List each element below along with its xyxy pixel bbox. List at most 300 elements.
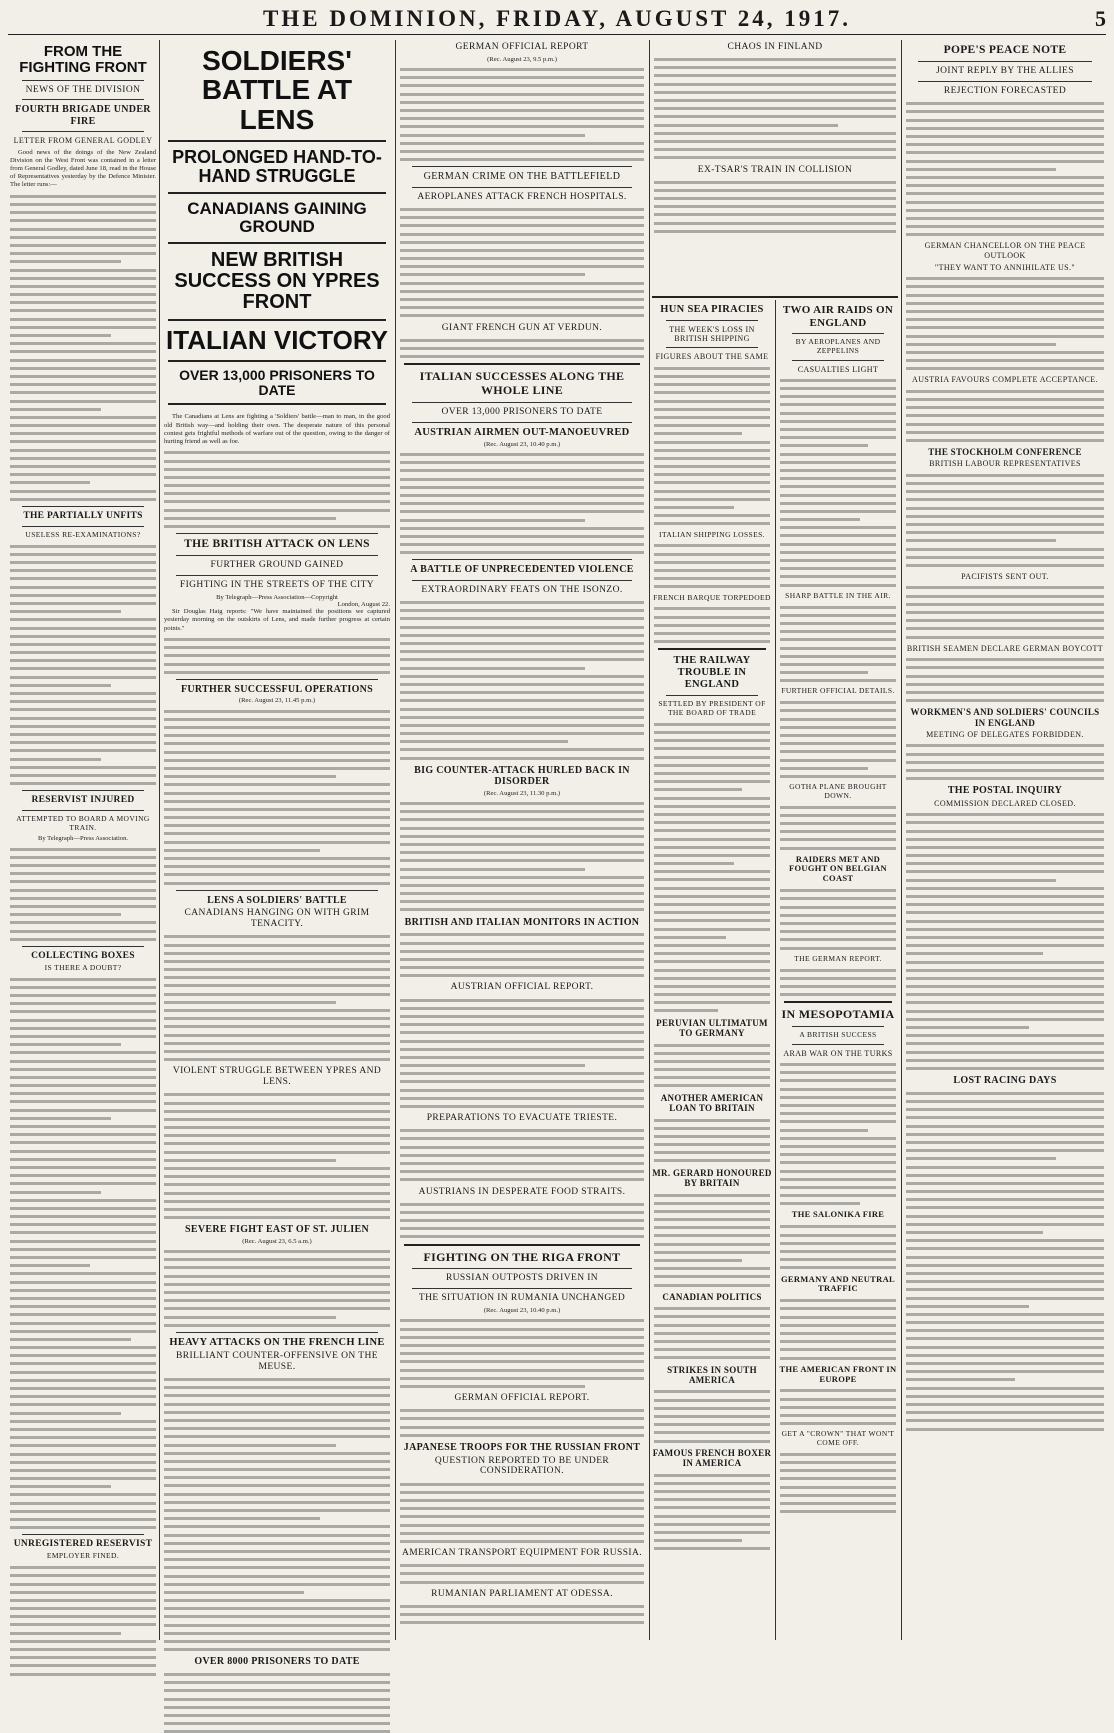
text-line <box>654 919 770 922</box>
headline: UNREGISTERED RESERVIST <box>13 1539 153 1550</box>
subheadline: FOURTH BRIGADE UNDER FIRE <box>15 104 151 127</box>
text-line <box>164 500 390 503</box>
text-line <box>400 1154 644 1157</box>
text-line <box>164 1444 336 1447</box>
text-line <box>164 525 390 528</box>
text-line <box>400 1499 644 1502</box>
text-line <box>906 233 1104 236</box>
text-line <box>164 882 390 885</box>
text-line <box>654 870 770 873</box>
text-line <box>906 1174 1104 1177</box>
text-line <box>906 1337 1104 1340</box>
text-line <box>780 559 896 562</box>
text-line <box>654 1324 770 1327</box>
text-line <box>10 1453 156 1456</box>
text-line <box>164 824 390 827</box>
text-line <box>10 1125 156 1128</box>
text-line <box>780 1234 896 1237</box>
text-line <box>400 76 644 79</box>
text-line <box>10 774 156 777</box>
headline: THE STOCKHOLM CONFERENCE <box>928 447 1082 458</box>
text-line <box>400 306 644 309</box>
text-line <box>654 1440 770 1443</box>
text-line <box>10 1607 156 1610</box>
text-line <box>780 814 896 817</box>
headline: THE BRITISH ATTACK ON LENS <box>184 538 370 551</box>
text-line <box>906 351 1104 354</box>
text-line <box>10 1583 156 1586</box>
text-line <box>906 761 1104 764</box>
text-line <box>164 484 390 487</box>
article-body <box>906 813 1104 1070</box>
text-line <box>164 1175 390 1178</box>
text-line <box>654 91 896 94</box>
text-line <box>780 1340 896 1343</box>
text-line <box>164 808 390 811</box>
text-line <box>906 1231 1043 1234</box>
headline: THE SALONIKA FIRE <box>791 1209 885 1220</box>
text-line <box>164 476 390 479</box>
text-line <box>780 767 868 770</box>
text-line <box>10 1264 90 1267</box>
text-line <box>10 1518 156 1521</box>
text-line <box>906 683 1104 686</box>
received-time: (Rec. August 23, 11.30 p.m.) <box>483 789 561 797</box>
text-line <box>10 872 156 875</box>
text-line <box>10 1485 111 1488</box>
text-line <box>400 527 644 530</box>
text-line <box>654 585 770 588</box>
text-line <box>400 1572 644 1575</box>
article-body <box>906 586 1104 638</box>
text-line <box>906 548 1104 551</box>
text-line <box>10 1338 131 1341</box>
text-line <box>654 408 770 411</box>
text-line <box>164 1266 390 1269</box>
subheadline: USELESS RE-EXAMINATIONS? <box>25 529 141 539</box>
text-line <box>654 797 770 800</box>
text-line <box>400 93 644 96</box>
text-line <box>400 109 644 112</box>
text-line <box>780 759 896 762</box>
text-line <box>780 469 896 472</box>
text-line <box>400 117 644 120</box>
text-line <box>400 1048 644 1051</box>
text-line <box>906 119 1104 122</box>
headline-deck: ITALIAN VICTORY <box>166 324 388 355</box>
subheadline: GOTHA PLANE BROUGHT DOWN. <box>789 782 887 800</box>
subheadline: EX-TSAR'S TRAIN IN COLLISION <box>697 164 853 175</box>
text-line <box>164 718 390 721</box>
text-line <box>654 624 770 627</box>
text-line <box>906 209 1104 212</box>
text-line <box>400 708 644 711</box>
text-line <box>654 723 770 726</box>
text-line <box>654 895 770 898</box>
text-line <box>906 619 1104 622</box>
text-line <box>400 1507 644 1510</box>
article-body <box>400 933 644 977</box>
text-line <box>10 1297 156 1300</box>
text-line <box>10 782 156 785</box>
headline: A BATTLE OF UNPRECEDENTED VIOLENCE <box>410 564 634 576</box>
text-line <box>654 148 896 151</box>
text-line <box>164 1476 390 1479</box>
text-line <box>780 947 896 950</box>
text-line <box>10 1477 156 1480</box>
text-line <box>10 905 156 908</box>
text-line <box>906 1223 1104 1226</box>
text-line <box>780 1202 860 1205</box>
text-line <box>10 1461 156 1464</box>
text-line <box>906 1215 1104 1218</box>
text-line <box>654 1498 770 1501</box>
text-line <box>654 1052 770 1055</box>
text-line <box>164 759 390 762</box>
text-line <box>164 1050 390 1053</box>
text-line <box>654 1251 770 1254</box>
text-line <box>400 1532 644 1535</box>
text-line <box>906 343 1056 346</box>
text-line <box>906 769 1104 772</box>
text-line <box>780 1088 896 1091</box>
text-line <box>780 889 896 892</box>
article-body <box>654 1307 770 1359</box>
headline: FIGHTING ON THE RIGA FRONT <box>423 1249 621 1264</box>
text-line <box>164 726 390 729</box>
text-line <box>164 1208 390 1211</box>
text-line <box>400 974 644 977</box>
headline: THE AMERICAN FRONT IN EUROPE <box>779 1363 897 1384</box>
text-line <box>164 1452 390 1455</box>
article-body <box>780 806 896 850</box>
text-line <box>906 1092 1104 1095</box>
text-line <box>400 1146 644 1149</box>
text-line <box>654 1482 770 1485</box>
text-line <box>10 986 156 989</box>
text-line <box>10 1272 156 1275</box>
article-body <box>654 1044 770 1088</box>
text-line <box>906 1198 1104 1201</box>
text-line <box>10 1313 156 1316</box>
text-line <box>10 465 156 468</box>
text-line <box>10 889 156 892</box>
text-line <box>164 1615 390 1618</box>
text-line <box>906 627 1104 630</box>
text-line <box>780 1145 896 1148</box>
text-line <box>164 832 390 835</box>
text-line <box>400 1235 644 1238</box>
text-line <box>906 439 1104 442</box>
article-body <box>780 969 896 997</box>
text-line <box>400 933 644 936</box>
subheadline: GERMAN CHANCELLOR ON THE PEACE OUTLOOK <box>924 241 1086 260</box>
text-line <box>780 969 896 972</box>
text-line <box>164 984 390 987</box>
text-line <box>400 1097 644 1100</box>
text-line <box>654 1202 770 1205</box>
article-body <box>654 181 896 233</box>
text-line <box>164 1042 390 1045</box>
text-line <box>10 1150 156 1153</box>
text-line <box>164 873 390 876</box>
text-line <box>654 197 896 200</box>
text-line <box>164 1419 390 1422</box>
article-body <box>400 601 644 760</box>
masthead <box>8 4 1106 35</box>
text-line <box>164 944 390 947</box>
text-line <box>10 481 90 484</box>
text-line <box>10 1420 156 1423</box>
subheadline: BRILLIANT COUNTER-OFFENSIVE ON THE MEUSE. <box>176 1350 378 1372</box>
headline: LENS A SOLDIERS' BATTLE <box>207 894 347 906</box>
text-line <box>10 1256 156 1259</box>
text-line <box>654 1515 770 1518</box>
text-line <box>654 747 770 750</box>
subheadline: AUSTRIAN OFFICIAL REPORT. <box>450 982 594 993</box>
text-line <box>10 1060 156 1063</box>
text-line <box>906 920 1104 923</box>
text-line <box>906 887 1104 890</box>
text-line <box>654 1210 770 1213</box>
text-line <box>10 1354 156 1357</box>
text-line <box>10 1362 156 1365</box>
article-body <box>10 978 156 1530</box>
text-line <box>906 838 1104 841</box>
column-4a <box>652 300 772 1640</box>
text-line <box>164 775 336 778</box>
subheadline: GERMAN OFFICIAL REPORT <box>455 42 589 52</box>
text-line <box>400 617 644 620</box>
subheadline: GIANT FRENCH GUN AT VERDUN. <box>441 322 603 333</box>
text-line <box>654 1234 770 1237</box>
text-line <box>654 205 896 208</box>
text-line <box>400 551 644 554</box>
text-line <box>654 66 896 69</box>
text-line <box>906 523 1104 526</box>
text-line <box>164 1534 390 1537</box>
text-line <box>906 1378 1015 1381</box>
text-line <box>10 228 156 231</box>
text-line <box>780 567 896 570</box>
text-line <box>906 1370 1104 1373</box>
text-line <box>400 667 585 670</box>
text-line <box>10 203 156 206</box>
text-line <box>780 993 896 996</box>
text-line <box>400 1515 644 1518</box>
text-line <box>10 978 156 981</box>
text-line <box>654 506 734 509</box>
text-line <box>400 1621 644 1624</box>
text-line <box>654 1159 770 1162</box>
text-line <box>400 818 644 821</box>
text-line <box>400 519 585 522</box>
article-body <box>780 379 896 587</box>
text-line <box>906 1108 1104 1111</box>
text-line <box>10 1068 156 1071</box>
text-line <box>10 449 156 452</box>
text-line <box>10 1248 156 1251</box>
text-line <box>906 310 1104 313</box>
text-line <box>164 1159 336 1162</box>
text-line <box>654 367 770 370</box>
text-line <box>654 903 770 906</box>
text-line <box>400 125 644 128</box>
text-line <box>10 1141 156 1144</box>
text-line <box>654 993 770 996</box>
text-line <box>10 1182 156 1185</box>
text-line <box>654 58 896 61</box>
text-line <box>906 985 1104 988</box>
text-line <box>780 750 896 753</box>
text-line <box>10 684 111 687</box>
text-line <box>164 646 390 649</box>
text-line <box>400 1524 644 1527</box>
article-body <box>654 607 770 643</box>
text-line <box>906 611 1104 614</box>
text-line <box>400 810 644 813</box>
text-line <box>780 1161 896 1164</box>
subheadline: THE WEEK'S LOSS IN BRITISH SHIPPING <box>669 325 755 344</box>
subheadline: EMPLOYER FINED. <box>46 1551 120 1561</box>
text-line <box>400 282 644 285</box>
text-line <box>906 1305 1029 1308</box>
byline: By Telegraph—Press Association—Copyright <box>216 594 338 602</box>
article-body <box>654 1194 770 1287</box>
text-line <box>654 1284 770 1287</box>
headline: TWO AIR RAIDS ON ENGLAND <box>782 304 894 329</box>
text-line <box>654 1135 770 1138</box>
text-line <box>400 835 644 838</box>
text-line <box>10 375 156 378</box>
text-line <box>780 1194 896 1197</box>
text-line <box>780 726 896 729</box>
text-line <box>164 1142 390 1145</box>
text-line <box>780 494 896 497</box>
text-line <box>164 1291 390 1294</box>
text-line <box>654 1060 770 1063</box>
text-line <box>10 635 156 638</box>
text-line <box>780 461 896 464</box>
text-line <box>10 1084 156 1087</box>
text-line <box>10 432 156 435</box>
text-line <box>10 1387 156 1390</box>
text-line <box>10 383 156 386</box>
text-line <box>654 731 770 734</box>
text-line <box>400 1434 644 1437</box>
subheadline: COMMISSION DECLARED CLOSED. <box>934 798 1076 808</box>
text-line <box>906 1419 1104 1422</box>
text-line <box>906 1329 1104 1332</box>
text-line <box>164 1378 390 1381</box>
subheadline: "THEY WANT TO ANNIHILATE US." <box>934 262 1076 272</box>
text-line <box>400 142 644 145</box>
text-line <box>10 897 156 900</box>
text-line <box>10 1444 156 1447</box>
text-line <box>654 952 770 955</box>
text-line <box>906 1001 1104 1004</box>
text-line <box>164 671 390 674</box>
text-line <box>906 335 1104 338</box>
text-line <box>164 1689 390 1692</box>
text-line <box>906 414 1104 417</box>
text-line <box>400 273 585 276</box>
text-line <box>654 1044 770 1047</box>
text-line <box>164 1681 390 1684</box>
text-line <box>10 1305 156 1308</box>
subheadline: BRITISH SEAMEN DECLARE GERMAN BOYCOTT <box>906 643 1104 653</box>
article-body <box>400 1409 644 1437</box>
text-line <box>400 1605 644 1608</box>
text-line <box>164 1134 390 1137</box>
text-line <box>780 428 896 431</box>
article-body <box>164 638 390 674</box>
headline: HUN SEA PIRACIES <box>660 304 764 315</box>
text-line <box>164 993 390 996</box>
text-line <box>906 744 1104 747</box>
text-line <box>654 498 770 501</box>
text-line <box>400 1227 644 1230</box>
text-line <box>164 1575 390 1578</box>
column-2 <box>162 40 392 1668</box>
text-line <box>164 1517 320 1520</box>
text-line <box>164 1151 390 1154</box>
text-line <box>654 1399 770 1402</box>
text-line <box>164 1525 390 1528</box>
text-line <box>780 575 896 578</box>
text-line <box>906 586 1104 589</box>
text-line <box>10 717 156 720</box>
text-line <box>164 742 390 745</box>
text-line <box>400 1377 644 1380</box>
text-line <box>780 806 896 809</box>
subheadline: GERMAN OFFICIAL REPORT. <box>454 1393 590 1404</box>
text-line <box>654 969 770 972</box>
text-line <box>400 1031 644 1034</box>
text-line <box>906 1067 1104 1070</box>
text-line <box>654 1001 770 1004</box>
text-line <box>780 543 896 546</box>
text-line <box>10 618 156 621</box>
text-line <box>10 1591 156 1594</box>
text-line <box>780 938 896 941</box>
text-line <box>654 640 770 643</box>
text-line <box>654 1307 770 1310</box>
subheadline: RUSSIAN OUTPOSTS DRIVEN IN <box>445 1273 599 1284</box>
subheadline: FRENCH BARQUE TORPEDOED <box>653 592 771 602</box>
text-line <box>780 1258 896 1261</box>
text-line <box>400 265 644 268</box>
text-line <box>400 675 644 678</box>
text-line <box>400 101 644 104</box>
text-line <box>906 1051 1104 1054</box>
text-line <box>654 632 770 635</box>
text-line <box>780 847 896 850</box>
text-line <box>654 928 770 931</box>
text-line <box>654 1127 770 1130</box>
text-line <box>164 849 320 852</box>
text-line <box>400 748 644 751</box>
text-line <box>10 741 156 744</box>
text-line <box>654 1547 770 1550</box>
text-line <box>654 1390 770 1393</box>
text-line <box>10 1412 121 1415</box>
text-line <box>780 444 868 447</box>
text-line <box>164 1501 390 1504</box>
text-line <box>10 651 156 654</box>
subheadline: REJECTION FORECASTED <box>943 86 1067 97</box>
text-line <box>780 655 896 658</box>
